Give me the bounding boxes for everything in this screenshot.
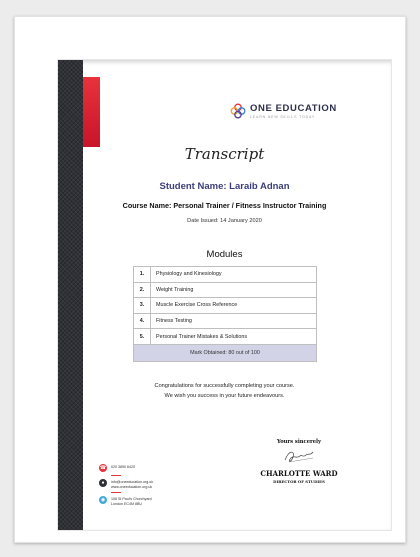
module-name: Weight Training [151,282,317,298]
decorative-red-block [83,77,100,147]
signatory-name: CHARLOTTE WARD [260,469,338,478]
document-title: Transcript [184,145,265,163]
module-number: 5. [134,329,151,345]
closing-message [58,381,391,401]
module-name: Personal Trainer Mistakes & Solutions [151,329,317,345]
picture-frame [14,16,406,543]
brand-name: ONE EDUCATION [250,103,337,114]
modules-table [133,266,317,362]
brand-logo [230,103,337,119]
module-number: 1. [134,267,151,283]
module-name: Fitness Testing [151,313,317,329]
module-name: Physiology and Kinesiology [151,267,317,283]
module-number: 4. [134,313,151,329]
address-line-2: London EC4M 8BU [111,501,142,506]
signature-salutation: Yours sincerely [276,439,322,445]
email-address[interactable]: info@oneeducation.org.uk [111,480,154,484]
contact-phone [99,464,153,472]
table-row [134,267,317,283]
address-line-1: 108 St Paul's Churchyard [111,497,152,502]
transcript-sheet [58,60,391,530]
contact-details [99,464,153,509]
table-row [134,329,317,345]
phone-number: 020 3890 6420 [111,465,135,469]
brand-tagline: LEARN NEW SKILLS TODAY [250,115,316,119]
student-name: Student Name: Laraib Adnan [159,181,290,192]
contact-address [99,496,153,506]
divider [111,492,121,493]
table-row [134,282,317,298]
date-issued: Date Issued: 14 January 2020 [187,218,262,224]
closing-line-1: Congratulations for successfully completing your course. [154,383,295,389]
mark-obtained: Mark Obtained: 80 out of 100 [134,344,317,361]
signatory-role: DIRECTOR OF STUDIES [273,479,325,484]
globe-icon: ● [99,479,107,487]
website-address[interactable]: www.oneeducation.org.uk [111,484,153,489]
module-number: 3. [134,298,151,314]
modules-heading: Modules [206,249,243,260]
divider [111,475,121,476]
logo-mark-icon [230,103,246,119]
contact-web [99,479,153,489]
module-number: 2. [134,282,151,298]
table-row [134,298,317,314]
phone-icon: ☎ [99,464,107,471]
mark-row [134,344,317,361]
handwritten-signature [279,446,319,466]
module-name: Muscle Exercise Cross Reference [151,298,317,314]
closing-line-2: We wish you success in your future endeavours. [164,393,285,399]
location-icon: ◉ [100,496,106,503]
signature-block [257,439,341,484]
decorative-side-stripe [58,60,83,530]
table-row [134,313,317,329]
course-name: Course Name: Personal Trainer / Fitness Instructor Training [122,201,327,210]
